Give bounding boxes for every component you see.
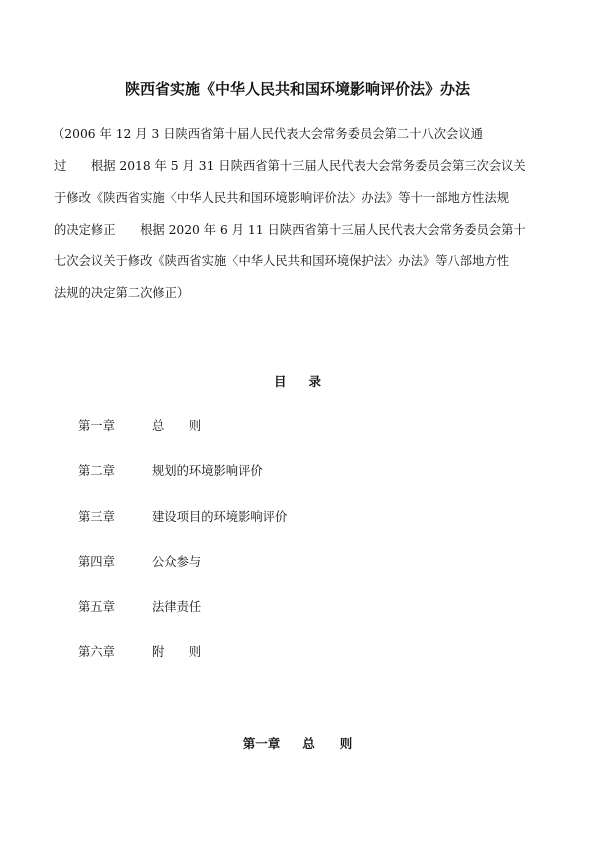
toc-chapter-number: 第二章 (78, 464, 115, 478)
toc-chapter-number: 第三章 (78, 510, 115, 524)
toc-chapter-title: 法律责任 (152, 600, 202, 614)
history-line-3: 于修改《陕西省实施〈中华人民共和国环境影响评价法〉办法》等十一部地方性法规 (54, 191, 509, 205)
toc-heading-char-1: 目 (273, 374, 287, 389)
toc-chapter-number: 第四章 (78, 555, 115, 569)
history-line-6: 法规的决定第二次修正） (54, 286, 190, 300)
toc-chapter-title: 建设项目的环境影响评价 (152, 510, 288, 524)
toc-chapter-number: 第六章 (78, 645, 115, 659)
toc-heading-char-2: 录 (308, 374, 322, 389)
toc-chapter-title: 附 则 (152, 645, 202, 659)
toc-chapter-title: 总 则 (152, 419, 202, 433)
toc-chapter-number: 第一章 (78, 419, 115, 433)
history-line-1: （2006 年 12 月 3 日陕西省第十届人民代表大会常务委员会第二十八次会议通 (52, 127, 483, 141)
history-line-2: 过 根据 2018 年 5 月 31 日陕西省第十三届人民代表大会常务委员会第三次会议关 (54, 159, 526, 173)
chapter-title: 总 则 (302, 736, 353, 751)
history-line-5: 七次会议关于修改《陕西省实施〈中华人民共和国环境保护法〉办法》等八部地方性 (54, 254, 509, 268)
chapter-one-heading (0, 734, 595, 752)
toc-chapter-title: 公众参与 (152, 555, 202, 569)
toc-item[interactable] (78, 552, 201, 570)
toc-heading (0, 372, 595, 390)
history-line-4: 的决定修正 根据 2020 年 6 月 11 日陕西省第十三届人民代表大会常务委员会第十 (54, 223, 526, 237)
toc-item[interactable] (78, 597, 201, 615)
toc-item[interactable] (78, 416, 201, 434)
toc-item[interactable] (78, 507, 287, 525)
toc-item[interactable] (78, 642, 201, 660)
toc-chapter-number: 第五章 (78, 600, 115, 614)
chapter-number: 第一章 (242, 736, 281, 751)
toc-item[interactable] (78, 461, 263, 479)
toc-chapter-title: 规划的环境影响评价 (152, 464, 263, 478)
document-title: 陕西省实施《中华人民共和国环境影响评价法》办法 (124, 80, 470, 98)
